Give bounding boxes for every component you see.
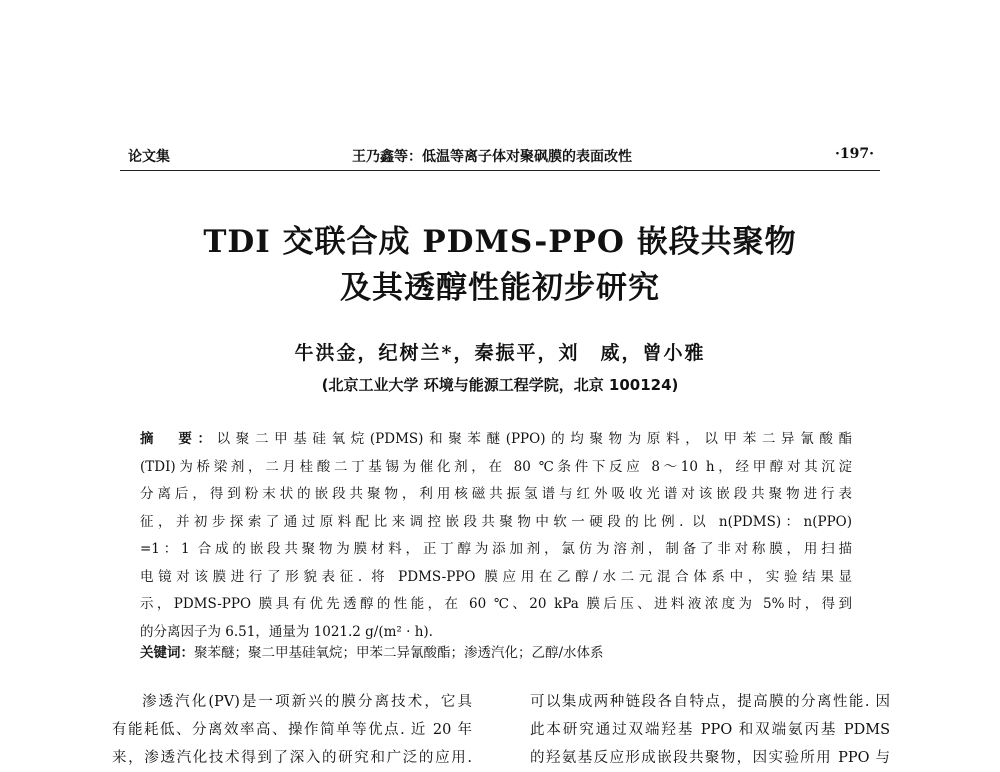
body-line: 渗透汽化(PV)是一项新兴的膜分离技术，它具 (142, 694, 472, 710)
abstract-line: 摘 要：以聚二甲基硅氧烷(PDMS)和聚苯醚(PPO)的均聚物为原料，以甲苯二异氰酸酯 (140, 431, 853, 447)
abstract (140, 426, 852, 646)
paper-title-line-2: 及其透醇性能初步研究 (340, 270, 660, 306)
running-header (120, 140, 880, 171)
abstract-line: 分离后，得到粉末状的嵌段共聚物，利用核磁共振氢谱与红外吸收光谱对该嵌段共聚物进行表 (140, 486, 852, 502)
body-column-right (530, 688, 890, 772)
abstract-line: (TDI)为桥梁剂，二月桂酸二丁基锡为催化剂，在 80 ℃条件下反应 8～10 h，经甲醇对其沉淀 (140, 458, 852, 475)
body-line: 此本研究通过双端羟基 PPO 和双端氨丙基 PDMS (530, 722, 890, 738)
keywords (140, 641, 852, 661)
author-list: 牛洪金，纪树兰*，秦振平，刘 威，曾小雅 (294, 342, 706, 364)
abstract-line: =1：1 合成的嵌段共聚物为膜材料，正丁醇为添加剂，氯仿为溶剂，制备了非对称膜，用扫描 (140, 541, 852, 557)
abstract-label: 摘 要： (140, 431, 217, 447)
keywords-label: 关键词： (140, 645, 194, 661)
abstract-line: 电镜对该膜进行了形貌表征. 将 PDMS-PPO 膜应用在乙醇/水二元混合体系中，实验结果显 (140, 568, 852, 585)
body-column-left (112, 688, 472, 772)
journal-section-label: 论文集 (128, 149, 170, 165)
body-line: 有能耗低、分离效率高、操作简单等优点. 近 20 年 (112, 722, 472, 738)
paper-title-line-1: TDI 交联合成 PDMS-PPO 嵌段共聚物 (203, 224, 797, 260)
keywords-text: 聚苯醚；聚二甲基硅氧烷；甲苯二异氰酸酯；渗透汽化；乙醇/水体系 (194, 645, 604, 661)
body-line: 可以集成两种链段各自特点，提高膜的分离性能. 因 (530, 694, 890, 710)
running-title: 王乃鑫等：低温等离子体对聚砜膜的表面改性 (352, 149, 632, 165)
body-line: 的羟氨基反应形成嵌段共聚物，因实验所用 PPO 与 (530, 750, 890, 766)
abstract-line: 的分离因子为 6.51，通量为 1021.2 g/(m² · h). (140, 623, 433, 640)
abstract-line: 征，并初步探索了通过原料配比来调控嵌段共聚物中软一硬段的比例. 以 n(PDMS)：n(PPO) (140, 513, 852, 530)
abstract-line: 示，PDMS-PPO 膜具有优先透醇的性能，在 60 ℃、20 kPa 膜后压、进料液浓度为 5%时，得到 (140, 596, 852, 612)
body-line: 来，渗透汽化技术得到了深入的研究和广泛的应用. (112, 750, 472, 766)
page-number: ·197· (835, 146, 874, 162)
affiliation: (北京工业大学 环境与能源工程学院，北京 100124) (321, 376, 679, 394)
